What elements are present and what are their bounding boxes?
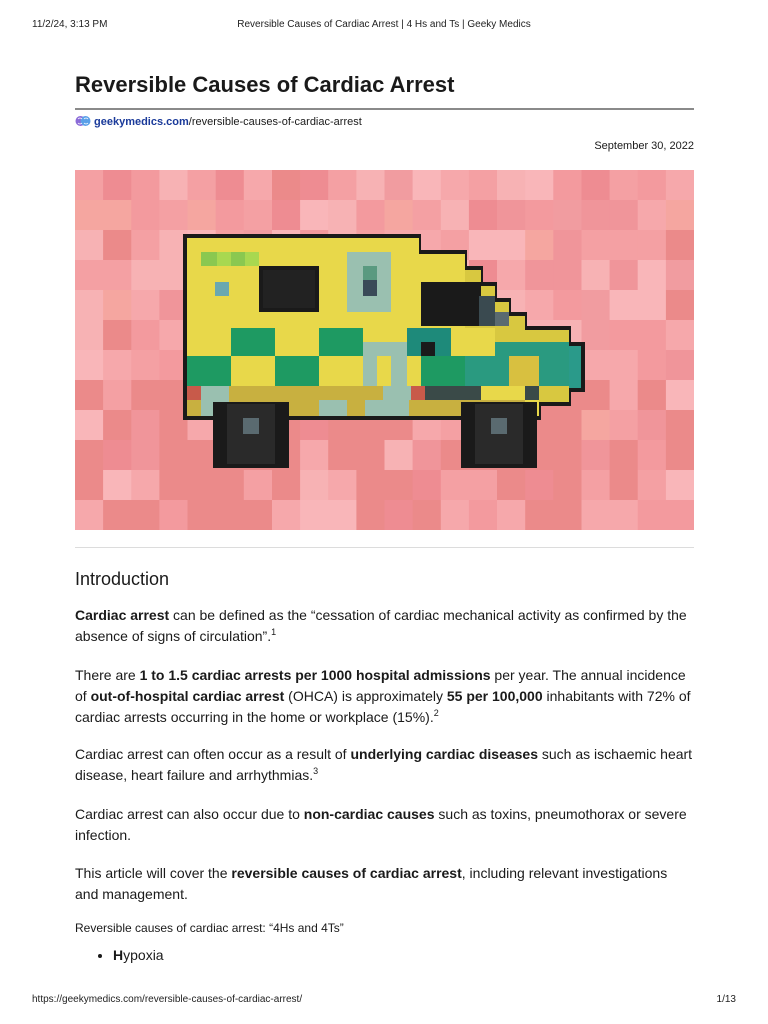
mosaic-tile [666, 350, 694, 381]
mosaic-tile [272, 200, 301, 231]
mosaic-tile [413, 200, 442, 231]
mosaic-tile [188, 200, 217, 231]
mosaic-tile [497, 230, 526, 261]
mosaic-tile [525, 230, 554, 261]
mosaic-tile [103, 470, 132, 501]
mosaic-tile [638, 410, 667, 441]
mosaic-tile [582, 170, 611, 201]
mosaic-tile [131, 290, 160, 321]
mosaic-tile [610, 320, 639, 351]
mosaic-tile [497, 170, 526, 201]
mosaic-tile [666, 290, 694, 321]
source-path[interactable]: /reversible-causes-of-cardiac-arrest [188, 116, 362, 128]
mosaic-tile [328, 500, 357, 530]
mosaic-tile [582, 500, 611, 530]
mosaic-tile [553, 440, 582, 471]
mosaic-tile [525, 500, 554, 530]
mosaic-tile [356, 470, 385, 501]
section-divider [75, 547, 694, 548]
mosaic-tile [610, 500, 639, 530]
mosaic-tile [525, 470, 554, 501]
mosaic-tile [188, 440, 217, 471]
mosaic-tile [469, 500, 498, 530]
mosaic-tile [131, 200, 160, 231]
mosaic-tile [131, 170, 160, 201]
mosaic-tile [441, 470, 470, 501]
mosaic-tile [666, 380, 694, 411]
mosaic-tile [638, 440, 667, 471]
mosaic-tile [638, 500, 667, 530]
mosaic-tile [469, 470, 498, 501]
mosaic-tile [610, 260, 639, 291]
mosaic-tile [300, 470, 329, 501]
mosaic-tile [610, 380, 639, 411]
mosaic-tile [300, 440, 329, 471]
mosaic-tile [469, 200, 498, 231]
mosaic-tile [272, 470, 301, 501]
mosaic-tile [300, 200, 329, 231]
mosaic-tile [103, 410, 132, 441]
mosaic-tile [131, 350, 160, 381]
mosaic-tile [131, 320, 160, 351]
mosaic-tile [75, 200, 104, 231]
mosaic-tile [413, 170, 442, 201]
mosaic-tile [385, 200, 414, 231]
mosaic-tile [216, 170, 245, 201]
print-page-title: Reversible Causes of Cardiac Arrest | 4 Hs and Ts | Geeky Medics [237, 19, 531, 30]
mosaic-tile [497, 200, 526, 231]
mosaic-tile [666, 320, 694, 351]
mosaic-tile [553, 500, 582, 530]
publish-date: September 30, 2022 [594, 140, 694, 152]
mosaic-tile [666, 410, 694, 441]
mosaic-tile [666, 200, 694, 231]
mosaic-tile [75, 260, 104, 291]
mosaic-tile [441, 170, 470, 201]
mosaic-tile [638, 470, 667, 501]
mosaic-tile [356, 500, 385, 530]
mosaic-tile [131, 500, 160, 530]
mosaic-tile [131, 380, 160, 411]
mosaic-tile [441, 500, 470, 530]
mosaic-tile [216, 200, 245, 231]
mosaic-tile [666, 500, 694, 530]
mosaic-tile [469, 170, 498, 201]
mosaic-tile [75, 320, 104, 351]
mosaic-tile [75, 380, 104, 411]
causes-list [75, 945, 164, 966]
mosaic-tile [103, 230, 132, 261]
mosaic-tile [103, 200, 132, 231]
mosaic-tile [75, 410, 104, 441]
mosaic-tile [553, 470, 582, 501]
mosaic-tile [103, 260, 132, 291]
mosaic-tile [188, 170, 217, 201]
print-url: https://geekymedics.com/reversible-causes-of-cardiac-arrest/ [32, 994, 303, 1005]
citation-2[interactable]: 2 [433, 708, 439, 718]
mosaic-tile [638, 290, 667, 321]
mosaic-tile [610, 290, 639, 321]
mosaic-tile [582, 470, 611, 501]
mosaic-tile [75, 440, 104, 471]
mosaic-tile [525, 290, 554, 321]
mosaic-tile [413, 440, 442, 471]
mosaic-tile [610, 200, 639, 231]
mosaic-tile [244, 500, 273, 530]
mosaic-tile [638, 230, 667, 261]
mosaic-tile [103, 440, 132, 471]
mosaic-tile [638, 350, 667, 381]
mosaic-tile [553, 410, 582, 441]
mosaic-tile [103, 500, 132, 530]
mosaic-tile [525, 170, 554, 201]
mosaic-tile [638, 260, 667, 291]
mosaic-tile [356, 170, 385, 201]
mosaic-tile [610, 470, 639, 501]
print-header [32, 19, 736, 33]
mosaic-tile [666, 230, 694, 261]
mosaic-tile [582, 380, 611, 411]
brain-icon [75, 115, 91, 127]
mosaic-tile [356, 440, 385, 471]
mosaic-tile [159, 440, 188, 471]
mosaic-tile [328, 170, 357, 201]
front-wheel-icon [461, 402, 537, 468]
mosaic-tile [638, 170, 667, 201]
mosaic-tile [441, 200, 470, 231]
mosaic-tile [272, 170, 301, 201]
mosaic-tile [188, 500, 217, 530]
mosaic-tile [244, 170, 273, 201]
source-link[interactable] [75, 115, 362, 128]
mosaic-tile [610, 410, 639, 441]
mosaic-tile [328, 200, 357, 231]
mosaic-tile [385, 470, 414, 501]
source-brand[interactable]: geekymedics.com [94, 116, 189, 128]
hero-image [75, 170, 694, 530]
mosaic-tile [553, 230, 582, 261]
paragraph-non-cardiac-causes: Cardiac arrest can also occur due to non-cardiac causes such as toxins, pneumothorax or severe infection. [75, 806, 687, 843]
mosaic-tile [131, 230, 160, 261]
mosaic-tile [497, 470, 526, 501]
mosaic-tile [525, 260, 554, 291]
mosaic-tile [159, 170, 188, 201]
mosaic-tile [159, 500, 188, 530]
mosaic-tile [469, 230, 498, 261]
mosaic-tile [159, 470, 188, 501]
mosaic-tile [582, 260, 611, 291]
mosaic-tile [666, 470, 694, 501]
mosaic-tile [582, 410, 611, 441]
mosaic-tile [103, 170, 132, 201]
list-item: • Hypoxia [113, 945, 164, 966]
mosaic-tile [244, 200, 273, 231]
mosaic-tile [666, 440, 694, 471]
mosaic-tile [610, 170, 639, 201]
mosaic-tile [103, 290, 132, 321]
mosaic-tile [610, 230, 639, 261]
mosaic-tile [385, 170, 414, 201]
mosaic-tile [553, 260, 582, 291]
mosaic-tile [103, 320, 132, 351]
citation-3[interactable]: 3 [313, 766, 319, 776]
section-heading-introduction: Introduction [75, 569, 170, 589]
mosaic-tile [385, 440, 414, 471]
mosaic-tile [553, 170, 582, 201]
mosaic-tile [216, 500, 245, 530]
mosaic-tile [75, 470, 104, 501]
mosaic-tile [300, 500, 329, 530]
mosaic-tile [385, 500, 414, 530]
title-divider [75, 108, 694, 110]
mosaic-tile [666, 170, 694, 201]
print-footer [32, 994, 736, 1008]
paragraph-incidence: There are 1 to 1.5 cardiac arrests per 1000 hospital admissions per year. The annual incidence of out-of-hospital cardiac arrest (OHCA) is approximately 55 per 100,000 inhabitants with 72% of cardiac arrests occurring in the home or workplace (15%).$^2$ [75, 667, 691, 725]
mosaic-tile [159, 200, 188, 231]
page-number: 1/13 [716, 994, 736, 1005]
mosaic-tile [328, 470, 357, 501]
mosaic-tile [103, 350, 132, 381]
mosaic-tile [553, 290, 582, 321]
mosaic-tile [582, 230, 611, 261]
mosaic-tile [216, 470, 245, 501]
list-caption: Reversible causes of cardiac arrest: “4Hs and 4Ts” [75, 921, 344, 935]
mosaic-tile [610, 440, 639, 471]
mosaic-tile [244, 470, 273, 501]
mosaic-tile [525, 200, 554, 231]
print-datetime: 11/2/24, 3:13 PM [32, 19, 108, 30]
mosaic-tile [638, 320, 667, 351]
mosaic-tile [328, 440, 357, 471]
rear-wheel-icon [213, 402, 289, 468]
mosaic-tile [188, 470, 217, 501]
mosaic-tile [582, 350, 611, 381]
mosaic-tile [582, 320, 611, 351]
mosaic-tile [497, 260, 526, 291]
mosaic-tile [553, 200, 582, 231]
mosaic-tile [75, 230, 104, 261]
mosaic-tile [131, 260, 160, 291]
mosaic-tile [582, 290, 611, 321]
page-title: Reversible Causes of Cardiac Arrest [75, 72, 455, 97]
mosaic-tile [638, 380, 667, 411]
mosaic-tile [413, 500, 442, 530]
mosaic-tile [356, 200, 385, 231]
paragraph-scope: This article will cover the reversible causes of cardiac arrest, including relevant investigations and management. [75, 865, 668, 902]
paragraph-definition: Cardiac arrest can be defined as the “cessation of cardiac mechanical activity as confirmed by the absence of signs of circulation”.$^1$ [75, 607, 687, 644]
mosaic-tile [638, 200, 667, 231]
mosaic-tile [131, 440, 160, 471]
mosaic-tile [75, 500, 104, 530]
mosaic-tile [272, 500, 301, 530]
mosaic-tile [582, 200, 611, 231]
mosaic-tile [666, 260, 694, 291]
mosaic-tile [413, 470, 442, 501]
mosaic-tile [582, 440, 611, 471]
paragraph-cardiac-causes: Cardiac arrest can often occur as a result of underlying cardiac diseases such as ischaemic heart disease, heart failure and arrhythmias.$^3$ [75, 746, 693, 783]
mosaic-tile [610, 350, 639, 381]
mosaic-tile [300, 170, 329, 201]
mosaic-tile [75, 290, 104, 321]
mosaic-tile [131, 470, 160, 501]
mosaic-tile [131, 410, 160, 441]
mosaic-tile [103, 380, 132, 411]
mosaic-tile [497, 500, 526, 530]
mosaic-tile [75, 350, 104, 381]
mosaic-tile [75, 170, 104, 201]
citation-1[interactable]: 1 [271, 627, 277, 637]
